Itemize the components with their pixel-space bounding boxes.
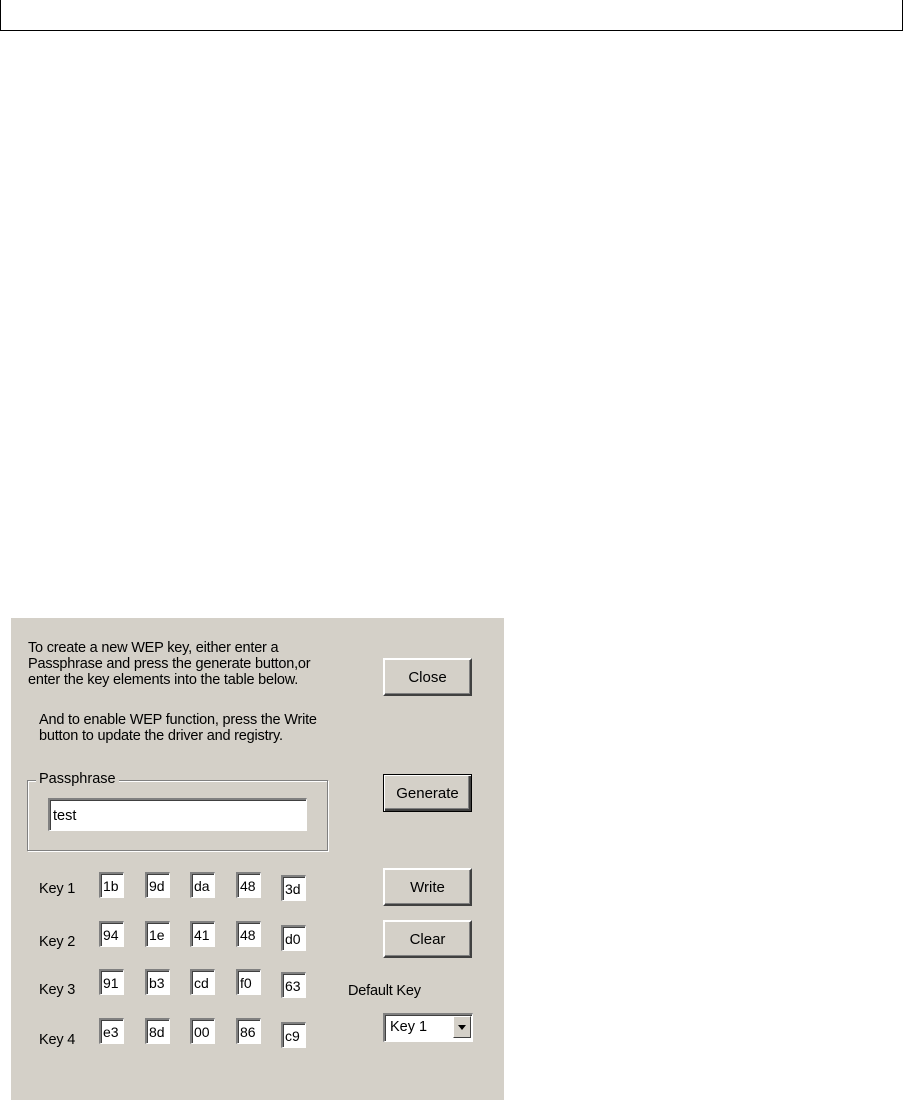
default-key-select[interactable] (383, 1013, 473, 1042)
intro-line-1: To create a new WEP key, either enter a (28, 640, 279, 656)
key-3-byte-3[interactable] (190, 969, 215, 995)
key-1-byte-2[interactable] (145, 872, 170, 898)
key-4-byte-3[interactable] (190, 1018, 215, 1044)
key-2-label: Key 2 (39, 934, 76, 950)
key-3-byte-4[interactable] (236, 969, 261, 995)
intro-line-2: Passphrase and press the generate button,or (28, 656, 311, 672)
intro-line-3: enter the key elements into the table below. (28, 672, 299, 688)
generate-button[interactable]: Generate (383, 774, 472, 812)
key-2-byte-2[interactable] (145, 921, 170, 947)
chevron-down-icon[interactable] (453, 1016, 471, 1038)
key-2-byte-4[interactable] (236, 921, 261, 947)
write-button[interactable]: Write (383, 868, 472, 906)
passphrase-group-label: Passphrase (36, 771, 119, 788)
key-4-byte-4[interactable] (236, 1018, 261, 1044)
passphrase-input[interactable] (48, 798, 307, 831)
intro-line-4: And to enable WEP function, press the Write (39, 712, 317, 728)
key-3-byte-2[interactable] (145, 969, 170, 995)
key-1-byte-5[interactable] (281, 875, 306, 901)
key-1-label: Key 1 (39, 881, 76, 897)
key-4-byte-2[interactable] (145, 1018, 170, 1044)
key-1-byte-1[interactable] (99, 872, 124, 898)
close-button[interactable]: Close (383, 658, 472, 696)
intro-line-5: button to update the driver and registry. (39, 728, 283, 744)
wep-key-dialog (11, 618, 504, 1100)
key-1-byte-3[interactable] (190, 872, 215, 898)
key-4-byte-5[interactable] (281, 1022, 306, 1048)
key-4-label: Key 4 (39, 1032, 76, 1048)
key-2-byte-1[interactable] (99, 921, 124, 947)
key-1-byte-4[interactable] (236, 872, 261, 898)
key-3-byte-1[interactable] (99, 969, 124, 995)
key-2-byte-5[interactable] (281, 925, 306, 951)
default-key-value: Key 1 (390, 1019, 428, 1035)
default-key-label: Default Key (348, 983, 421, 999)
clear-button[interactable]: Clear (383, 920, 472, 958)
top-frame (0, 0, 903, 31)
key-4-byte-1[interactable] (99, 1018, 124, 1044)
key-2-byte-3[interactable] (190, 921, 215, 947)
key-3-byte-5[interactable] (281, 972, 306, 998)
key-3-label: Key 3 (39, 982, 76, 998)
